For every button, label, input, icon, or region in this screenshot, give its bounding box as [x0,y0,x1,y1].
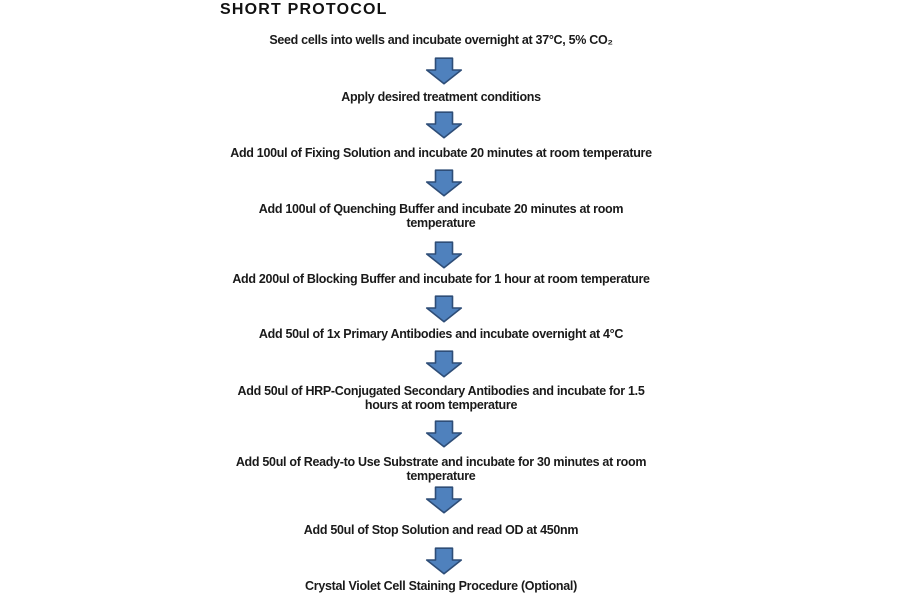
protocol-step [206,146,676,160]
protocol-step-text: Seed cells into wells and incubate overnight at 37°C, 5% CO₂ [269,33,613,47]
protocol-flow [206,0,676,594]
protocol-step [206,455,676,483]
protocol-step-text: Add 50ul of Stop Solution and read OD at 450nm [303,523,579,537]
protocol-step [206,523,676,537]
protocol-step-text: Add 200ul of Blocking Buffer and incubate for 1 hour at room temperature [232,272,650,286]
protocol-step [206,579,676,593]
down-arrow-icon [426,486,463,514]
down-arrow-icon [426,57,463,85]
protocol-step [206,384,676,412]
protocol-step-text: Add 50ul of 1x Primary Antibodies and incubate overnight at 4°C [258,327,624,341]
protocol-step-text: temperature [406,469,476,483]
down-arrow-icon [426,420,463,448]
protocol-step-text: Crystal Violet Cell Staining Procedure (Optional) [305,579,577,593]
down-arrow-icon [426,295,463,323]
protocol-step-text: hours at room temperature [364,398,518,412]
down-arrow-icon [426,241,463,269]
protocol-step-text: Add 100ul of Quenching Buffer and incubate 20 minutes at room [258,202,624,216]
down-arrow-icon [426,169,463,197]
protocol-step [206,90,676,104]
protocol-step-text: temperature [406,216,476,230]
protocol-step-text: Apply desired treatment conditions [341,90,541,104]
down-arrow-icon [426,547,463,575]
protocol-step-text: Add 50ul of Ready-to Use Substrate and incubate for 30 minutes at room [235,455,647,469]
protocol-step [206,272,676,286]
protocol-step [206,327,676,341]
protocol-step-text: Add 100ul of Fixing Solution and incubate 20 minutes at room temperature [230,146,652,160]
protocol-step [206,33,676,47]
down-arrow-icon [426,111,463,139]
page-title: SHORT PROTOCOL [220,1,388,18]
down-arrow-icon [426,350,463,378]
protocol-step [206,202,676,230]
protocol-step-text: Add 50ul of HRP-Conjugated Secondary Antibodies and incubate for 1.5 [237,384,645,398]
